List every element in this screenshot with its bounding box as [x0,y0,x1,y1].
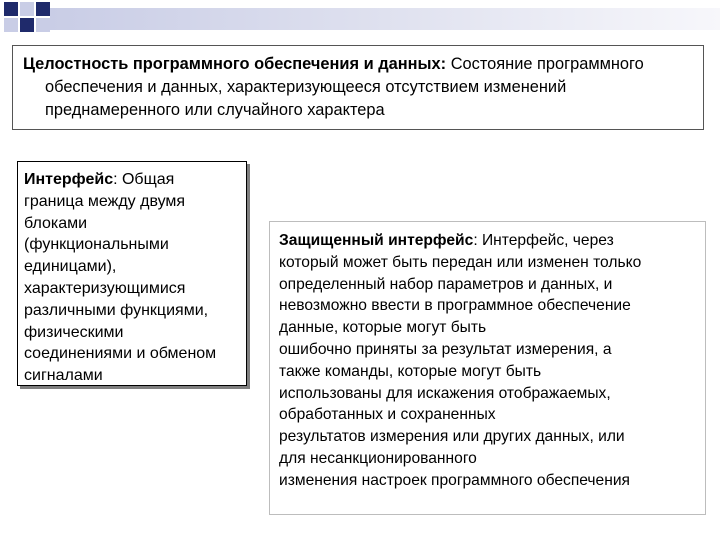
integrity-definition-box [12,45,704,130]
protected-text-line: определенный набор параметров и данных, и [279,275,613,293]
interface-text-line: единицами), [24,258,117,276]
interface-text-line: граница между двумя [24,192,186,210]
decoration-square [36,2,50,16]
header-decoration [0,0,720,40]
decoration-square [20,2,34,16]
protected-interface-definition-box [269,221,706,515]
protected-text-line: данные, которые могут быть [279,319,487,337]
decoration-square [4,2,18,16]
interface-first-line [24,169,240,191]
protected-text-line: результатов измерения или других данных, или [279,428,625,446]
interface-text-line: различными функциями, [24,301,209,319]
protected-text-line: для несанкционированного [279,449,477,467]
interface-term: Интерфейс [24,171,114,188]
decoration-square [20,18,34,32]
decoration-square [36,18,50,32]
protected-text-line: который может быть передан или изменен только [279,253,642,271]
protected-text-line: также команды, которые могут быть [279,362,542,380]
interface-text-line: сигналами [24,367,103,385]
interface-text-line: (функциональными [24,236,169,254]
protected-interface-term: Защищенный интерфейс [279,232,474,249]
interface-text-line: : Общая [113,171,175,188]
protected-first-line [279,230,697,252]
protected-text-line: изменения настроек программного обеспечения [279,471,630,489]
protected-text-line: использованы для искажения отображаемых, [279,384,611,402]
integrity-term: Целостность программного обеспечения и данных: [23,55,447,73]
decoration-square [4,18,18,32]
protected-text-line: ошибочно приняты за результат измерения, а [279,340,612,358]
protected-text-line: обработанных и сохраненных [279,406,496,424]
interface-text-line: физическими [24,323,124,341]
interface-text-line: соединениями и обменом [24,345,217,363]
protected-text-line: : Интерфейс, через [473,232,614,249]
decoration-band [50,8,720,30]
interface-text-line: характеризующимися [24,279,186,297]
interface-definition-box [17,161,247,386]
interface-text-line: блоками [24,214,88,232]
integrity-definition [23,53,695,122]
protected-text-line: невозможно ввести в программное обеспечение [279,297,631,315]
integrity-text: Состояние программного обеспечения и данных, характеризующееся отсутствием изменений преднамеренного или случайного характера [45,55,644,119]
